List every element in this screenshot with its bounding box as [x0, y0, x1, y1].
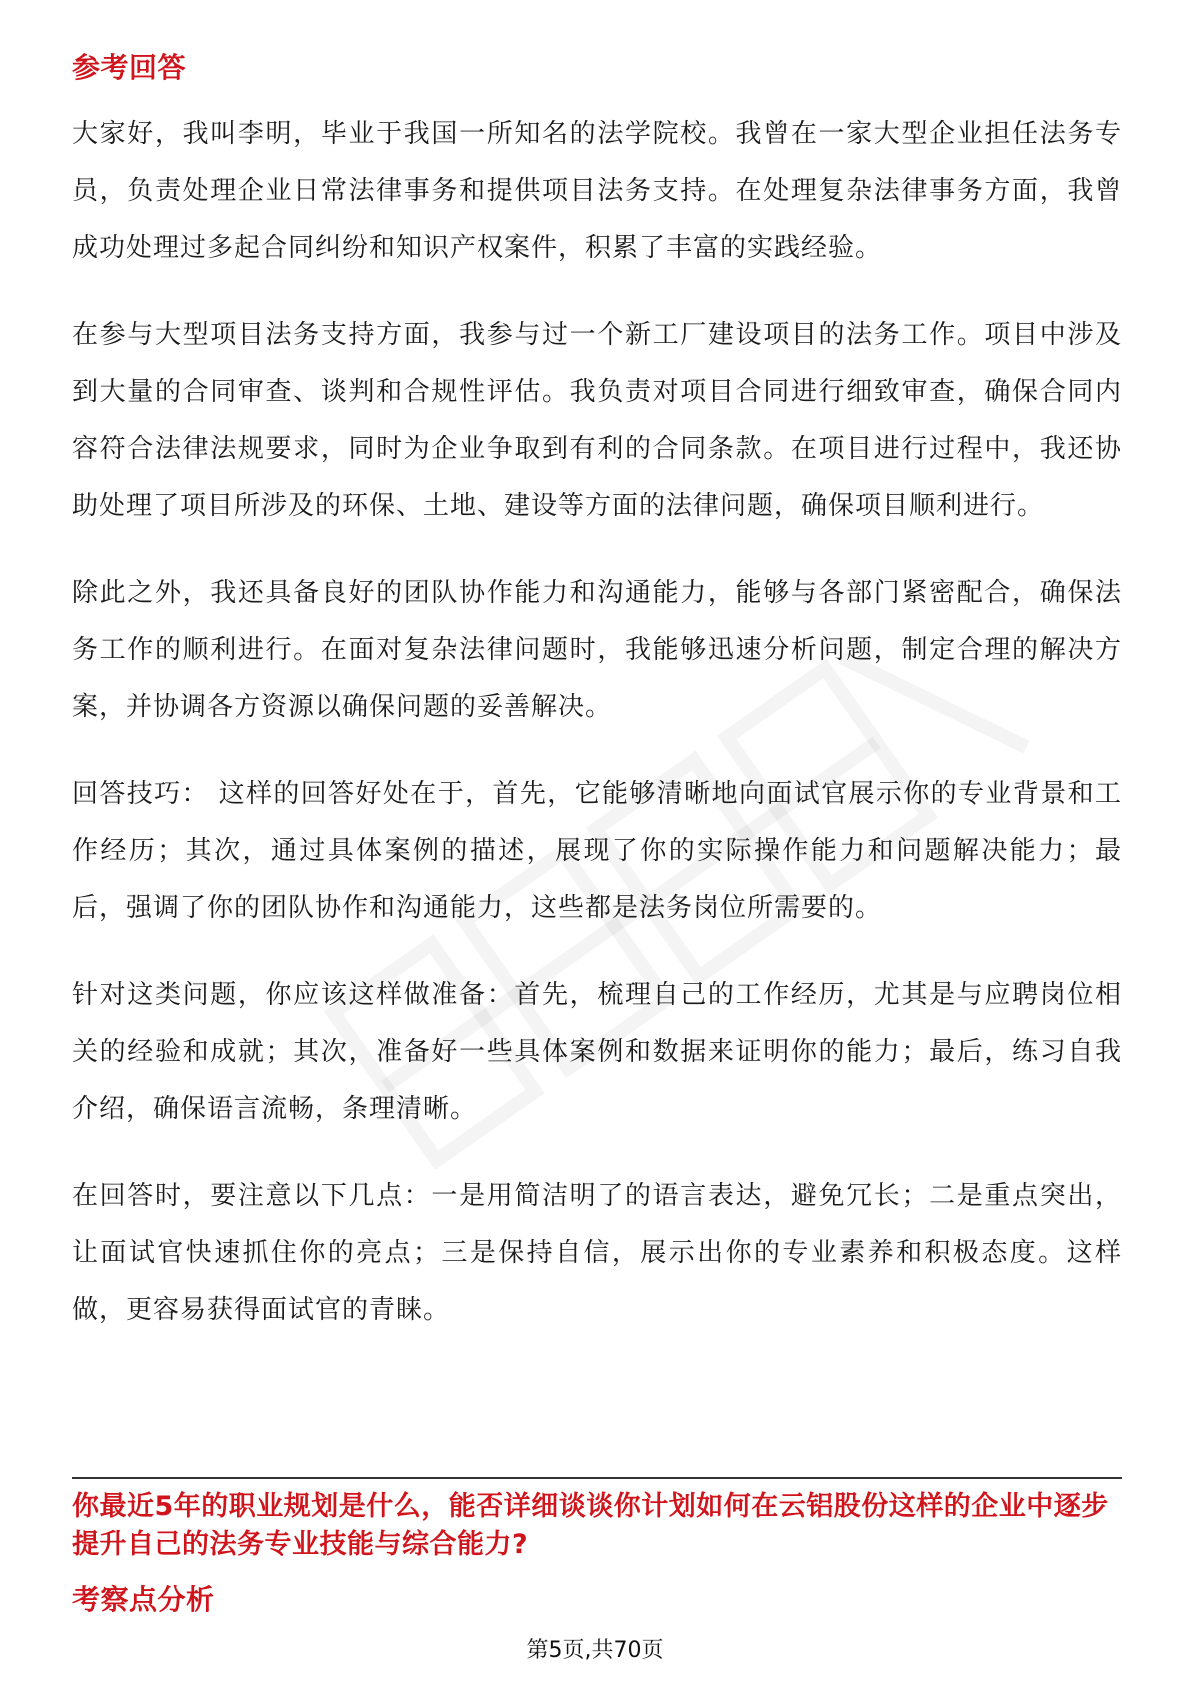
- answer-section-title: 参考回答: [72, 51, 187, 84]
- notes-paragraph: 在回答时，要注意以下几点：一是用简洁明了的语言表达，避免冗长；二是重点突出，让面试官快速抓住你的亮点；三是保持自信，展示出你的专业素养和积极态度。这样做，更容易获得面试官的青睐。: [72, 1181, 1122, 1325]
- answer-paragraph-2: 在参与大型项目法务支持方面，我参与过一个新工厂建设项目的法务工作。项目中涉及到大量的合同审查、谈判和合规性评估。我负责对项目合同进行细致审查，确保合同内容符合法律法规要求，同时为企业争取到有利的合同条款。在项目进行过程中，我还协助处理了项目所涉及的环保、土地、建设等方面的法律问题，确保项目顺利进行。: [72, 320, 1122, 521]
- answer-paragraph-3: 除此之外，我还具备良好的团队协作能力和沟通能力，能够与各部门紧密配合，确保法务工作的顺利进行。在面对复杂法律问题时，我能够迅速分析问题，制定合理的解决方案，并协调各方资源以确保问题的妥善解决。: [72, 578, 1122, 722]
- section-divider: [72, 1477, 1122, 1479]
- page-footer: [0, 1636, 1190, 1666]
- page-number-label: 第5页,共70页: [526, 1638, 664, 1663]
- answer-paragraph-1: 大家好，我叫李明，毕业于我国一所知名的法学院校。我曾在一家大型企业担任法务专员，负责处理企业日常法律事务和提供项目法务支持。在处理复杂法律事务方面，我曾成功处理过多起合同纠纷和知识产权案件，积累了丰富的实践经验。: [72, 119, 1122, 263]
- preparation-paragraph: 针对这类问题，你应该这样做准备：首先，梳理自己的工作经历，尤其是与应聘岗位相关的经验和成就；其次，准备好一些具体案例和数据来证明你的能力；最后，练习自我介绍，确保语言流畅，条理清晰。: [72, 980, 1122, 1124]
- next-question-heading: 你最近5年的职业规划是什么，能否详细谈谈你计划如何在云铝股份这样的企业中逐步提升自己的法务专业技能与综合能力?: [72, 1491, 1109, 1560]
- analysis-section-title: 考察点分析: [72, 1583, 215, 1616]
- answer-tips-paragraph: 回答技巧： 这样的回答好处在于，首先，它能够清晰地向面试官展示你的专业背景和工作经历；其次，通过具体案例的描述，展现了你的实际操作能力和问题解决能力；最后，强调了你的团队协作和沟通能力，这些都是法务岗位所需要的。: [72, 779, 1122, 923]
- answer-section: [72, 48, 1122, 1369]
